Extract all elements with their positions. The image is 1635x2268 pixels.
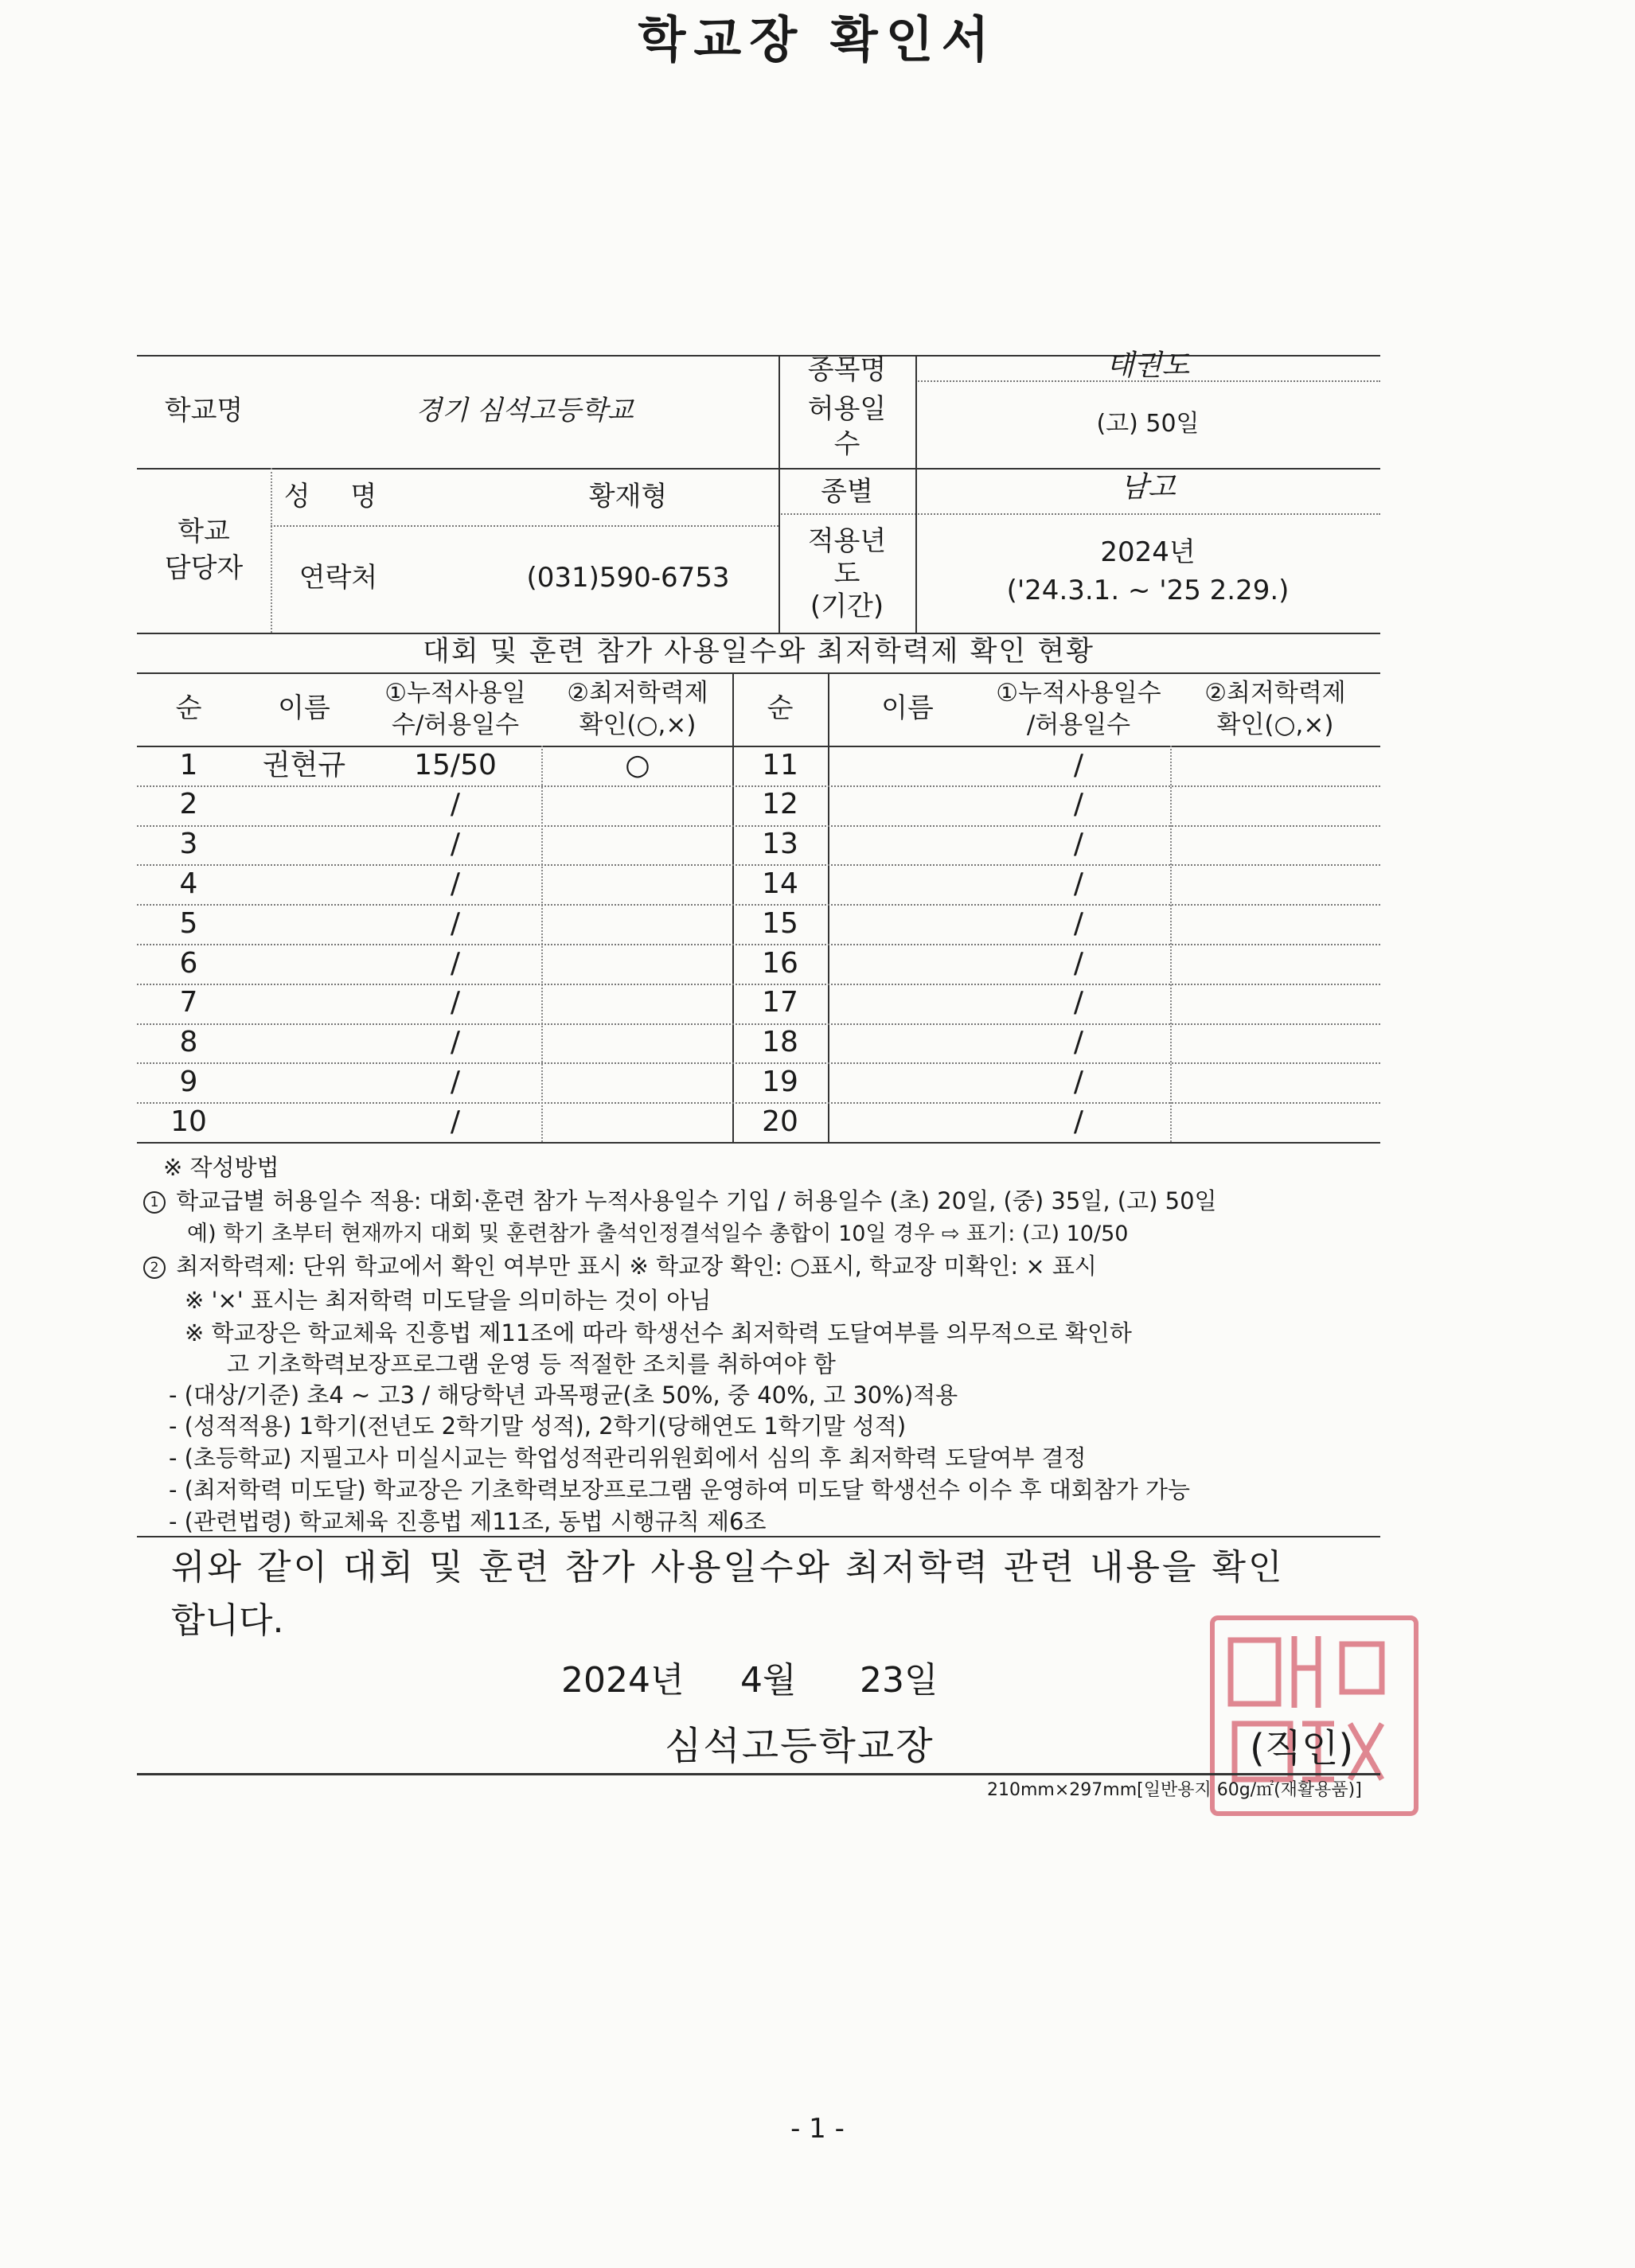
table-cell-left-check <box>543 864 732 904</box>
table-cell-right-name <box>828 864 987 904</box>
note-2-a: ※ '×' 표시는 최저학력 미도달을 의미하는 것이 아님 <box>185 1287 712 1314</box>
table-cell-left-no: 9 <box>179 1065 198 1098</box>
header-seq-left: 순 <box>175 692 202 725</box>
table-cell-right-days: / <box>1073 986 1084 1019</box>
note-1-example: 예) 학기 초부터 현재까지 대회 및 훈련참가 출석인정결석일수 총합이 10일 경우 ⇨ 표기: (고) 10/50 <box>187 1222 1129 1246</box>
table-cell-left-name <box>240 1062 368 1102</box>
table-cell-left-no: 4 <box>179 867 198 900</box>
school-name-label: 학교명 <box>164 395 244 427</box>
note-1-text: 학교급별 허용일수 적용: 대회·훈련 참가 누적사용일수 기입 / 허용일수 (초) 20일, (중) 35일, (고) 50일 <box>176 1187 1217 1214</box>
table-cell-left-days: / <box>450 986 461 1019</box>
note-2-b1: ※ 학교장은 학교체육 진흥법 제11조에 따라 학생선수 최저학력 도달여부를 의무적으로 확인하 <box>185 1319 1132 1346</box>
table-cell-right-days: / <box>1073 1065 1084 1098</box>
circled-number-2: 2 <box>143 1257 166 1279</box>
table-cell-right-check <box>1170 825 1380 865</box>
table-cell-left-days: / <box>450 1026 461 1059</box>
table-cell-left-days: / <box>450 1105 461 1138</box>
header-check-right: ②최저학력제 확인(○,×) <box>1204 678 1346 739</box>
table-cell-right-no: 19 <box>762 1065 798 1098</box>
header-days-left: ①누적사용일 수/허용일수 <box>384 678 526 739</box>
period-range: ('24.3.1. ~ '25 2.29.) <box>1006 575 1290 607</box>
page-number: - 1 - <box>790 2113 845 2145</box>
table-cell-left-check <box>543 1023 732 1063</box>
table-cell-right-days: / <box>1073 1105 1084 1138</box>
table-cell-left-name <box>240 944 368 984</box>
table-cell-right-name <box>828 1062 987 1102</box>
sport-value: 태권도 <box>1106 349 1190 382</box>
table-cell-left-days: / <box>450 867 461 900</box>
period-label: 적용년 도 (기간) <box>807 525 887 622</box>
note-detail-4: - (최저학력 미도달) 학교장은 기초학력보장프로그램 운영하여 미도달 학생선수 이수 후 대회참가 가능 <box>169 1476 1191 1503</box>
section-title: 대회 및 훈련 참가 사용일수와 최저학력제 확인 현황 <box>423 636 1095 668</box>
table-cell-left-days: 15/50 <box>414 748 497 781</box>
table-cell-right-no: 17 <box>762 986 798 1019</box>
table-cell-left-check <box>543 825 732 865</box>
gender-label: 종별 <box>821 476 873 509</box>
table-cell-left-name <box>240 864 368 904</box>
allowed-days-label <box>778 385 915 468</box>
table-cell-right-days: / <box>1073 788 1084 821</box>
note-1 <box>143 1183 1217 1216</box>
table-cell-left-days: / <box>450 946 461 980</box>
note-detail-3: - (초등학교) 지필고사 미실시교는 학업성적관리위원회에서 심의 후 최저학력 도달여부 결정 <box>169 1444 1087 1471</box>
contact-value: (031)590-6753 <box>526 562 730 594</box>
table-cell-left-check <box>543 785 732 825</box>
table-cell-left-check <box>543 1102 732 1142</box>
table-cell-left-check <box>543 984 732 1023</box>
name-value: 황재형 <box>588 481 668 513</box>
table-cell-right-check <box>1170 944 1380 984</box>
table-cell-right-check <box>1170 1023 1380 1063</box>
note-detail-2: - (성적적용) 1학기(전년도 2학기말 성적), 2학기(당해연도 1학기말 성적) <box>169 1413 907 1440</box>
table-cell-left-name: 권현규 <box>262 748 346 781</box>
table-cell-left-no: 8 <box>179 1026 198 1059</box>
table-cell-left-name <box>240 1023 368 1063</box>
table-cell-right-name <box>828 825 987 865</box>
table-cell-right-name <box>828 1023 987 1063</box>
table-cell-left-no: 10 <box>170 1105 207 1138</box>
table-cell-right-check <box>1170 746 1380 785</box>
table-cell-right-check <box>1170 1102 1380 1142</box>
table-cell-right-no: 11 <box>762 748 798 781</box>
table-cell-left-check <box>543 904 732 944</box>
table-cell-right-name <box>828 1102 987 1142</box>
contact-label: 연락처 <box>299 562 378 594</box>
table-cell-left-days: / <box>450 1065 461 1098</box>
table-cell-right-check <box>1170 984 1380 1023</box>
table-cell-left-check: ○ <box>625 748 650 781</box>
table-cell-right-no: 16 <box>762 946 798 980</box>
table-cell-left-check <box>543 944 732 984</box>
header-days-right: ①누적사용일수 /허용일수 <box>996 678 1161 739</box>
header-name-right: 이름 <box>881 692 934 725</box>
table-cell-right-no: 12 <box>762 788 798 821</box>
table-cell-right-no: 15 <box>762 906 798 940</box>
note-2-b2: 고 기초학력보장프로그램 운영 등 적절한 조치를 취하여야 함 <box>227 1350 836 1378</box>
confirm-line-1: 위와 같이 대회 및 훈련 참가 사용일수와 최저학력 관련 내용을 확인 <box>171 1547 1285 1588</box>
manager-label: 학교 담당자 <box>164 515 244 584</box>
table-cell-left-no: 1 <box>179 748 198 781</box>
allowed-days-label-text: 허용일수 <box>807 392 887 460</box>
table-cell-right-name <box>828 785 987 825</box>
table-cell-right-name <box>828 944 987 984</box>
table-cell-left-check <box>543 1062 732 1102</box>
table-cell-right-days: / <box>1073 867 1084 900</box>
date-month: 4월 <box>740 1660 797 1701</box>
table-cell-right-days: / <box>1073 1026 1084 1059</box>
note-2-text: 최저학력제: 단위 학교에서 확인 여부만 표시 ※ 학교장 확인: ○표시, 학교장 미확인: × 표시 <box>176 1253 1097 1280</box>
table-cell-right-check <box>1170 1062 1380 1102</box>
table-cell-right-days: / <box>1073 828 1084 861</box>
table-cell-left-name <box>240 984 368 1023</box>
table-cell-left-name <box>240 785 368 825</box>
table-cell-right-name <box>828 984 987 1023</box>
table-cell-left-days: / <box>450 906 461 940</box>
table-cell-left-no: 2 <box>179 788 198 821</box>
table-cell-left-no: 3 <box>179 828 198 861</box>
circled-number-1: 1 <box>143 1191 166 1214</box>
table-cell-right-check <box>1170 785 1380 825</box>
gender-value: 남고 <box>1120 470 1176 504</box>
header-check-left: ②최저학력제 확인(○,×) <box>567 678 708 739</box>
table-cell-left-no: 6 <box>179 946 198 980</box>
header-name-left: 이름 <box>278 692 330 725</box>
seal-label: (직인) <box>1250 1726 1354 1771</box>
table-cell-right-check <box>1170 864 1380 904</box>
confirm-line-2: 합니다. <box>171 1600 284 1641</box>
date-day: 23일 <box>860 1660 938 1701</box>
table-cell-left-name <box>240 1102 368 1142</box>
date-year: 2024년 <box>561 1660 685 1701</box>
allowed-days-value: (고) 50일 <box>1096 409 1200 438</box>
table-cell-left-days: / <box>450 788 461 821</box>
table-cell-right-days: / <box>1073 946 1084 980</box>
table-cell-right-no: 18 <box>762 1026 798 1059</box>
table-cell-right-no: 14 <box>762 867 798 900</box>
table-cell-right-no: 20 <box>762 1105 798 1138</box>
table-cell-left-name <box>240 904 368 944</box>
notes-heading: ※ 작성방법 <box>163 1154 279 1181</box>
table-cell-left-name <box>240 825 368 865</box>
table-cell-right-name <box>828 746 987 785</box>
note-detail-1: - (대상/기준) 초4 ~ 고3 / 해당학년 과목평균(초 50%, 중 40%, 고 30%)적용 <box>169 1381 958 1409</box>
sport-label: 종목명 <box>807 354 887 387</box>
period-year: 2024년 <box>1100 536 1196 569</box>
school-name-value: 경기 심석고등학교 <box>416 395 634 427</box>
paper-spec: 210mm×297mm[일반용지 60g/㎡(재활용품)] <box>987 1780 1362 1800</box>
note-detail-5: - (관련법령) 학교체육 진흥법 제11조, 동법 시행규칙 제6조 <box>169 1508 767 1535</box>
table-cell-right-no: 13 <box>762 828 798 861</box>
table-cell-left-no: 7 <box>179 986 198 1019</box>
table-cell-right-days: / <box>1073 906 1084 940</box>
table-cell-right-check <box>1170 904 1380 944</box>
name-label: 성 명 <box>283 481 393 513</box>
page-title: 학교장 확인서 <box>638 10 997 68</box>
note-2 <box>143 1249 1097 1281</box>
table-cell-right-days: / <box>1073 748 1084 781</box>
signer: 심석고등학교장 <box>665 1724 935 1768</box>
header-seq-right: 순 <box>767 692 794 725</box>
table-cell-left-no: 5 <box>179 906 198 940</box>
table-cell-left-days: / <box>450 828 461 861</box>
table-cell-right-name <box>828 904 987 944</box>
